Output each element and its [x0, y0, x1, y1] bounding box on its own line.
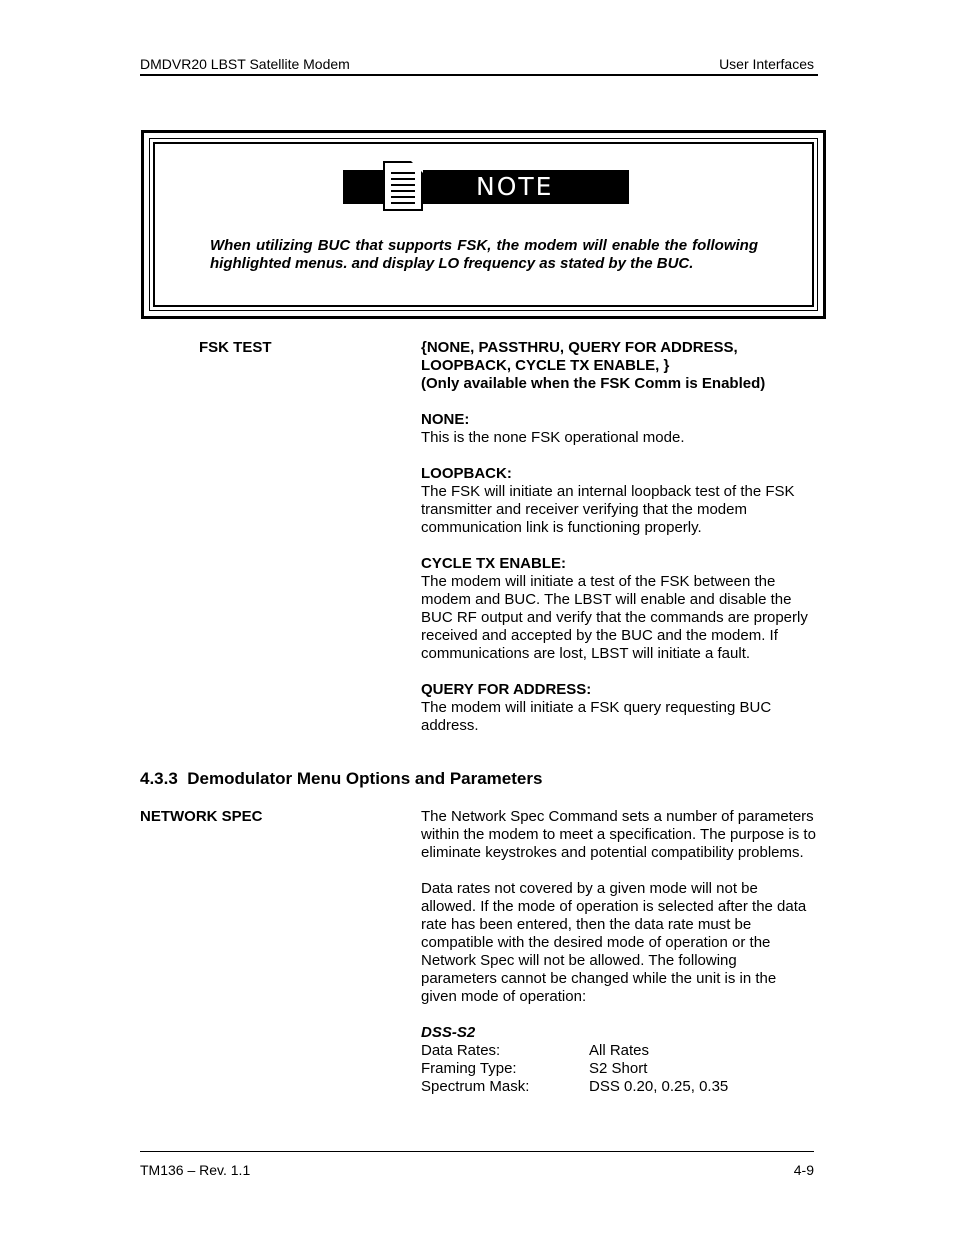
- footer-revision: TM136 – Rev. 1.1: [140, 1162, 251, 1178]
- fsk-item-title: NONE:: [421, 411, 470, 428]
- param-key: Spectrum Mask:: [421, 1078, 530, 1095]
- header-doc-title: DMDVR20 LBST Satellite Modem: [140, 56, 350, 72]
- fsk-test-options-line-2: LOOPBACK, CYCLE TX ENABLE, }: [421, 357, 670, 374]
- fsk-test-options-line-1: {NONE, PASSTHRU, QUERY FOR ADDRESS,: [421, 339, 738, 356]
- param-row: [421, 1078, 816, 1096]
- section-title: Demodulator Menu Options and Parameters: [187, 769, 543, 788]
- section-heading: [140, 769, 542, 789]
- param-value: S2 Short: [589, 1060, 648, 1077]
- note-box: [141, 130, 826, 319]
- param-value: All Rates: [589, 1042, 650, 1059]
- param-key: Framing Type:: [421, 1060, 517, 1077]
- note-text: When utilizing BUC that supports FSK, the modem will enable the following highlighted menus. and display LO frequency as stated by the BUC.: [210, 237, 758, 272]
- fsk-item-desc: The FSK will initiate an internal loopback test of the FSK transmitter and receiver verifying that the modem communication link is functioning properly.: [421, 483, 795, 536]
- note-box-inner-border: [149, 138, 818, 311]
- document-icon: [383, 161, 423, 211]
- fsk-test-label: FSK TEST: [199, 339, 272, 356]
- note-banner-label: NOTE: [476, 172, 554, 201]
- network-spec-label: NETWORK SPEC: [140, 808, 263, 825]
- param-key: Data Rates:: [421, 1042, 501, 1059]
- section-number: 4.3.3: [140, 769, 178, 788]
- network-spec-para-2: Data rates not covered by a given mode will not be allowed. If the mode of operation is selected after the data rate has been entered, then the data rate must be compatible with the desired mode of operation or the Network Spec will not be allowed. The following parameters cannot be changed while the unit is in the given mode of operation:: [421, 880, 807, 1005]
- header-section-title: User Interfaces: [719, 56, 814, 72]
- fsk-item-desc: The modem will initiate a test of the FSK between the modem and BUC. The LBST will enable and disable the BUC RF output and verify that the commands are properly received and accepted by the BUC and the modem. If communications are lost, LBST will initiate a fault.: [421, 573, 808, 662]
- fsk-item-title: QUERY FOR ADDRESS:: [421, 681, 592, 698]
- fsk-test-description: [421, 339, 816, 735]
- network-spec-mode-title: DSS-S2: [421, 1024, 476, 1041]
- fsk-item-desc: This is the none FSK operational mode.: [421, 429, 685, 446]
- note-box-inner-border-2: [153, 142, 814, 307]
- fsk-item-title: CYCLE TX ENABLE:: [421, 555, 567, 572]
- footer-page-number: 4-9: [793, 1162, 814, 1178]
- fsk-test-availability: (Only available when the FSK Comm is Enabled): [421, 375, 766, 392]
- network-spec-para-1: The Network Spec Command sets a number of parameters within the modem to meet a specification. The purpose is to eliminate keystrokes and potential compatibility problems.: [421, 808, 816, 861]
- param-value: DSS 0.20, 0.25, 0.35: [589, 1078, 729, 1095]
- fsk-item-desc: The modem will initiate a FSK query requesting BUC address.: [421, 699, 772, 734]
- footer-rule: [140, 1151, 814, 1152]
- param-row: [421, 1060, 816, 1078]
- header-rule: [140, 74, 818, 76]
- fsk-item-title: LOOPBACK:: [421, 465, 512, 482]
- network-spec-description: [421, 808, 816, 1096]
- param-row: [421, 1042, 816, 1060]
